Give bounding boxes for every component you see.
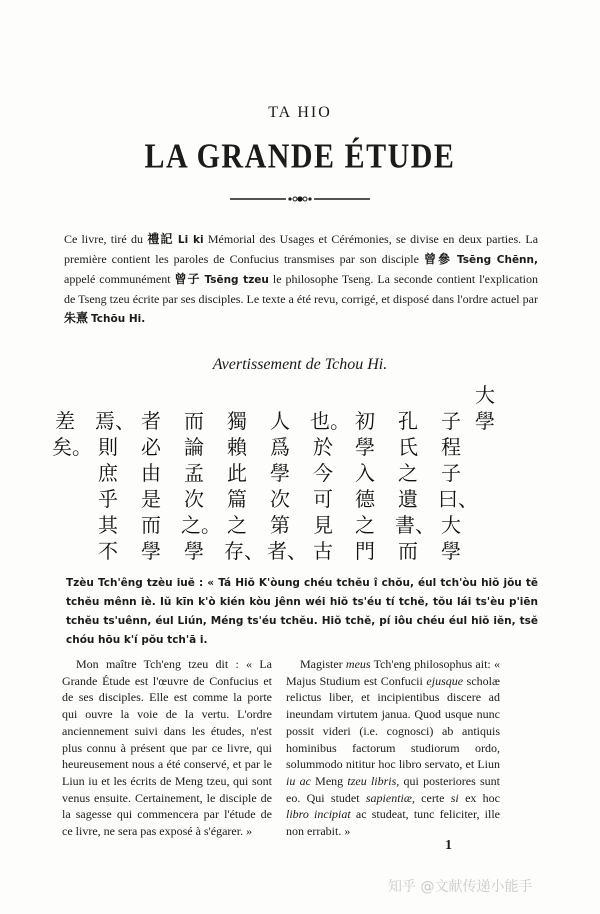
- chinese-column: 差矣。: [52, 409, 92, 459]
- chinese-column: 者必由是而學: [141, 409, 161, 563]
- transliteration-paragraph: Tzèu Tch'êng tzèu iuĕ : « Tá Hiŏ K'òung chéu tchĕu î chŏu, éul tch'òu hiŏ jŏu tĕ tchĕu mênn iè. Iŭ kīn k'ò kién kòu jênn wéi hiŏ ts'éu tí tchĕ, tŏu lái ts'èu p'iēn tchĕu ts'uênn, éul Liún, Méng ts'éu tchĕu. Hiŏ tchĕ, pí iôu chéu éul hiŏ iĕn, tsĕ chóu hōu k'í pŏu tch'ā i.: [66, 577, 538, 646]
- chinese-term: 曾參: [423, 252, 452, 266]
- french-paragraph: Mon maître Tch'eng tzeu dit : « La Grande Étude est l'œuvre de Confucius et de ses disciples. Elle est comme la porte qui ouvre la voie de la vertu. L'ordre anciennement suivi dans les études, n'est plus connu à présent que par ce livre, qui heureusement nous a été conservé, et par le Liun iu et les écrits de Meng tzeu, qui sont venus ensuite. Certainement, le disciple de la sagesse qui commencera par l'étude de ce livre, ne sera pas exposé à s'égarer. »: [62, 657, 272, 839]
- chinese-column: 也。於今可見古: [310, 409, 350, 563]
- watermark: 知乎 @文献传递小能手: [388, 879, 533, 895]
- latin-translation-column: [286, 656, 500, 840]
- chinese-column: 焉、則庶乎其不: [95, 409, 135, 563]
- chinese-term: 禮記: [147, 232, 174, 246]
- running-title: TA HIO: [268, 104, 332, 121]
- romanization: Tsēng tzeu: [204, 274, 269, 286]
- section-heading: Avertissement de Tchou Hi.: [212, 356, 388, 373]
- chinese-column: 人爲學次第者、: [267, 409, 307, 563]
- page-title: LA GRANDE ÉTUDE: [144, 137, 456, 176]
- chinese-column: 大學: [475, 383, 495, 433]
- romanization: Tchōu Hi.: [91, 313, 146, 325]
- chinese-column: 孔氏之遺書、而: [395, 409, 435, 563]
- ornament-divider-icon: [230, 194, 370, 204]
- chinese-column: 獨賴此篇之存、: [224, 409, 264, 563]
- intro-paragraph: Ce livre, tiré du 禮記 Li ki Mémorial des Usages et Cérémonies, se divise en deux parties. La première contient les paroles de Confucius transmises par son disciple 曾參 Tsēng Chēnn, appelé communément 曾子 Tsēng tzeu le philosophe Tseng. La seconde contient l'explication de Tseng tzeu écrite par ses disciples. Le texte a été revu, corrigé, et disposé dans l'ordre actuel par 朱熹 Tchōu Hi.: [64, 232, 539, 325]
- romanization: Tsēng Chēnn,: [456, 254, 538, 266]
- romanization: Li ki: [177, 234, 204, 246]
- chinese-term: 曾子: [174, 272, 201, 286]
- chinese-column: 初學入德之門: [355, 409, 375, 563]
- latin-paragraph: Magister meus Tch'eng philosophus ait: « Majus Studium est Confucii ejusque scholæ relictus liber, et incipientibus discere ad ineundam virtutem janua. Quod usque nunc possit videri (i.e. cognosci) ab antiquis hominibus factorum studiorum ordo, solummodo nititur hoc libro servato, et Liun iu ac Meng tzeu libris, qui posteriores sunt eo. Qui studet sapientiæ, certe si ex hoc libro incipiat ac studeat, tunc feliciter, ille non errabit. »: [286, 657, 501, 839]
- chinese-column: 子程子曰、大學: [438, 409, 478, 563]
- page-number: 1: [445, 838, 452, 853]
- chinese-column: 而論孟次之。學: [181, 409, 221, 563]
- chinese-term: 朱熹: [64, 311, 89, 325]
- french-translation-column: [62, 656, 272, 840]
